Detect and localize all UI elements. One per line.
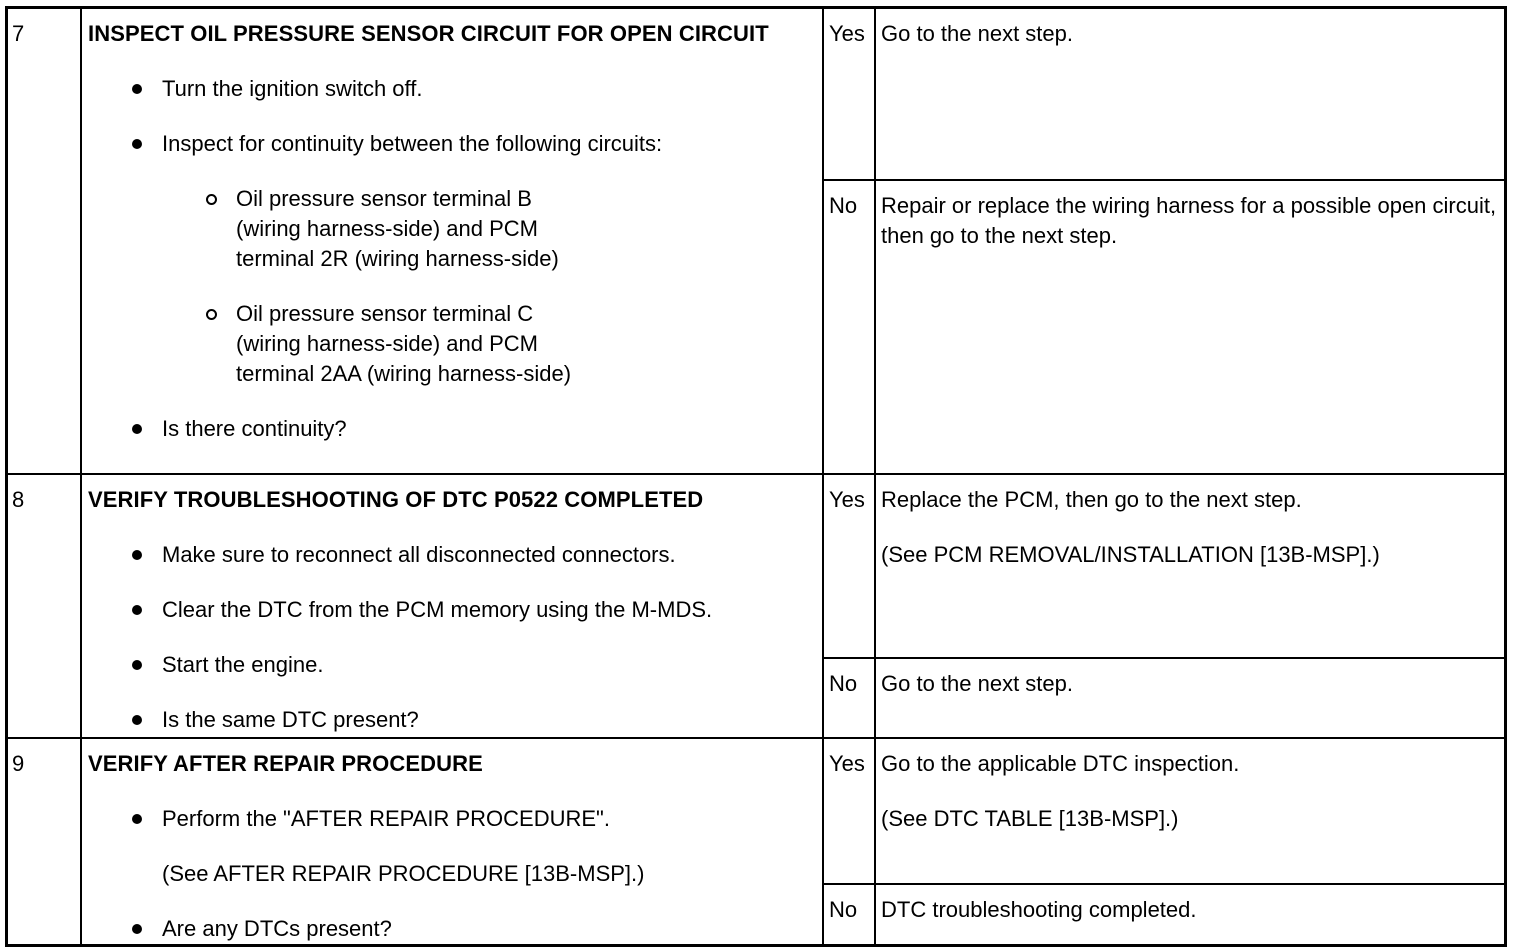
action-yes	[875, 8, 1506, 180]
troubleshooting-table	[5, 6, 1507, 947]
step-number: 9	[7, 738, 82, 946]
answer-no: No	[823, 180, 875, 474]
action-text: Go to the next step.	[881, 21, 1074, 46]
list-item: Are any DTCs present?	[88, 914, 818, 944]
list-item: Is there continuity?	[88, 414, 818, 444]
action-text: Go to the next step.	[881, 670, 1074, 696]
step-8-yes-row	[7, 474, 1506, 658]
list-item: Clear the DTC from the PCM memory using the M-MDS.	[88, 595, 818, 625]
bullet-list	[88, 914, 818, 944]
list-item: Start the engine.	[88, 650, 818, 680]
answer-no: No	[823, 884, 875, 945]
action-text: Replace the PCM, then go to the next step.	[881, 486, 1302, 512]
bullet-list	[88, 804, 818, 834]
list-item: Is the same DTC present?	[88, 705, 818, 735]
step-procedure	[81, 474, 823, 738]
step-title: VERIFY TROUBLESHOOTING OF DTC P0522 COMPLETED	[88, 486, 704, 512]
bullet-list	[88, 540, 818, 735]
step-title: INSPECT OIL PRESSURE SENSOR CIRCUIT FOR OPEN CIRCUIT	[88, 21, 769, 46]
answer-yes: Yes	[823, 738, 875, 884]
sub-bullet-list	[88, 184, 818, 389]
list-item: Turn the ignition switch off.	[88, 74, 818, 104]
action-no	[875, 884, 1506, 945]
sub-list-item: Oil pressure sensor terminal C (wiring harness-side) and PCM terminal 2AA (wiring harness-side)	[88, 299, 576, 389]
sub-list-item: Oil pressure sensor terminal B (wiring harness-side) and PCM terminal 2R (wiring harness-side)	[88, 184, 576, 274]
action-yes	[875, 474, 1506, 658]
bullet-list	[88, 414, 818, 444]
step-procedure	[81, 738, 823, 946]
step-number: 8	[7, 474, 82, 738]
action-reference: (See DTC TABLE [13B-MSP].)	[881, 805, 1179, 831]
step-number: 7	[7, 8, 82, 474]
list-item: Inspect for continuity between the following circuits:	[88, 129, 818, 159]
answer-yes: Yes	[823, 8, 875, 180]
procedure-reference: (See AFTER REPAIR PROCEDURE [13B-MSP].)	[162, 860, 645, 886]
action-yes	[875, 738, 1506, 884]
action-reference: (See PCM REMOVAL/INSTALLATION [13B-MSP].)	[881, 541, 1380, 567]
answer-no: No	[823, 658, 875, 738]
step-procedure	[81, 8, 823, 474]
action-no	[875, 658, 1506, 738]
action-text: Go to the applicable DTC inspection.	[881, 750, 1240, 776]
answer-yes: Yes	[823, 474, 875, 658]
step-7-yes-row	[7, 8, 1506, 180]
step-title: VERIFY AFTER REPAIR PROCEDURE	[88, 750, 483, 776]
bullet-list	[88, 74, 818, 159]
action-no	[875, 180, 1506, 474]
list-item: Perform the "AFTER REPAIR PROCEDURE".	[88, 804, 818, 834]
step-9-yes-row	[7, 738, 1506, 884]
action-text: Repair or replace the wiring harness for a possible open circuit, then go to the next step.	[881, 192, 1497, 248]
action-text: DTC troubleshooting completed.	[881, 896, 1197, 922]
list-item: Make sure to reconnect all disconnected connectors.	[88, 540, 818, 570]
